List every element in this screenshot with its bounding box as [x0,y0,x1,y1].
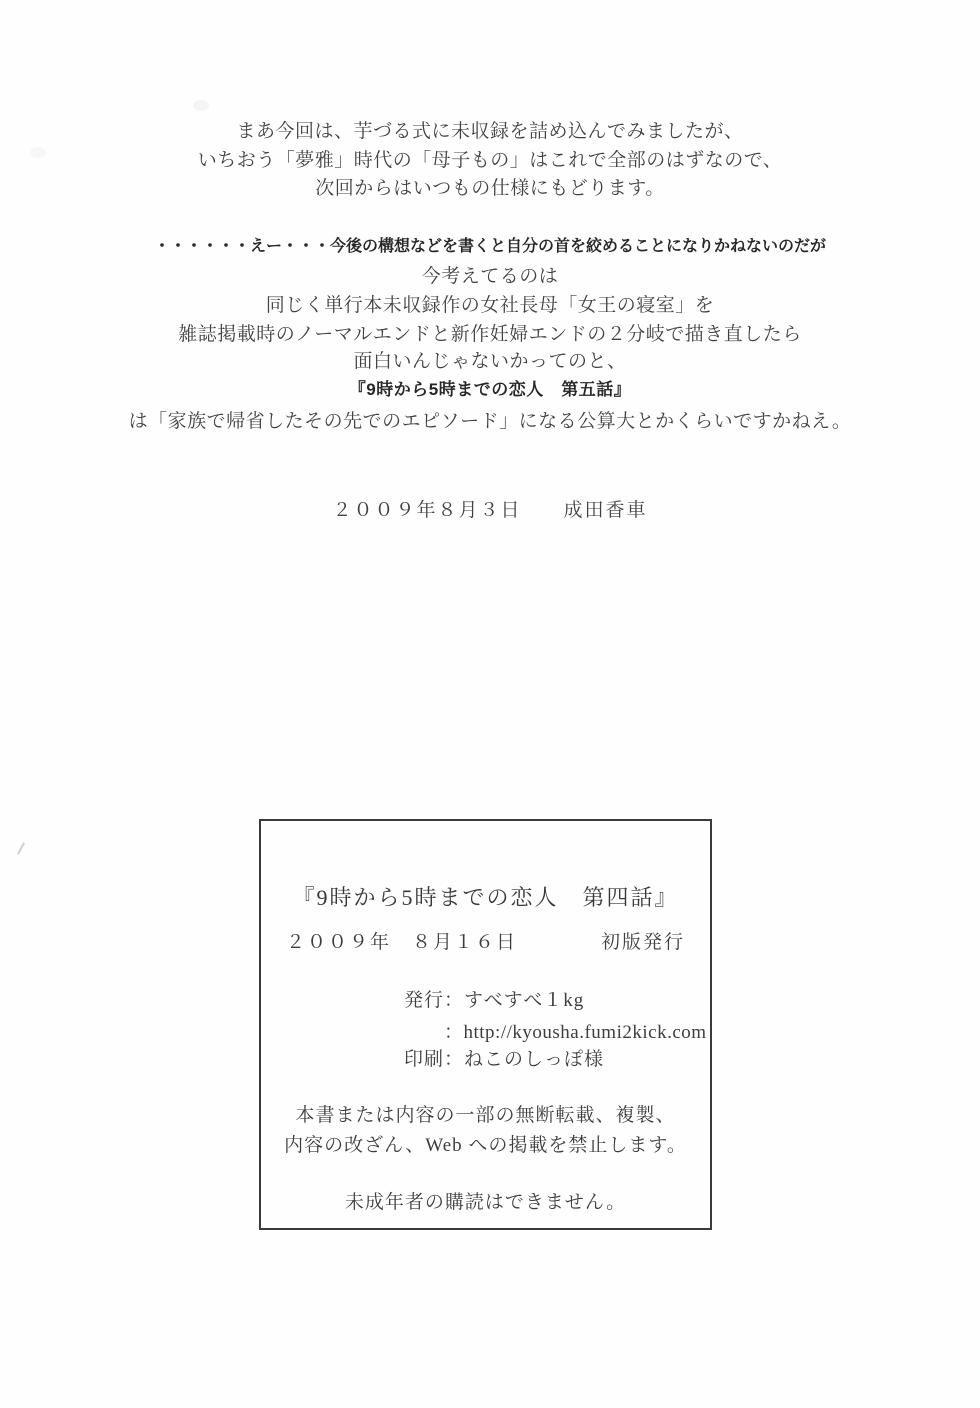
colophon-publisher-line: 発行：すべすべ１kg [404,990,585,1011]
afterword-paragraph1-line1: まあ今回は、芋づる式に未収録を詰め込んでみましたが、 [236,121,744,142]
afterword-paragraph2-line1: 今考えてるのは [421,266,559,287]
scan-slash-mark [17,842,25,854]
colophon-notice-line2: 内容の改ざん、Web への掲載を禁止します。 [284,1135,687,1156]
colophon-printer-line: 印刷：ねこのしっぽ様 [404,1049,605,1070]
scan-speck [193,100,209,111]
afterword-paragraph1-line3: 次回からはいつもの仕様にもどります。 [315,178,665,199]
colophon-edition-line: ２００９年 ８月１６日 初版発行 [285,932,685,953]
colophon-box [259,819,712,1230]
colophon-website-line: ：http://kyousha.fumi2kick.com [444,1022,707,1043]
colophon-notice-line1: 本書または内容の一部の無断転載、複製、 [295,1105,676,1126]
colophon-age-restriction: 未成年者の購読はできません。 [344,1192,627,1213]
afterword-paragraph2-line4: 面白いんじゃないかってのと、 [353,351,627,372]
afterword-date-signature: ２００９年８月３日 成田香車 [332,500,648,521]
afterword-paragraph2-line3: 雑誌掲載時のノーマルエンドと新作妊婦エンドの２分岐で描き直したら [178,324,802,345]
afterword-next-episode-title: 『9時から5時までの恋人 第五話』 [348,380,632,399]
afterword-plan-note: ・・・・・・えー・・・今後の構想などを書くと自分の首を絞めることになりかねないのだが [153,238,826,255]
colophon-title: 『9時から5時までの恋人 第四話』 [292,885,679,910]
afterword-closing-line: は「家族で帰省したその先でのエピソード」になる公算大とかくらいですかねえ。 [128,411,852,432]
afterword-paragraph2-line2: 同じく単行本未収録作の女社長母「女王の寝室」を [265,295,715,316]
afterword-paragraph1-line2: いちおう「夢雅」時代の「母子もの」はこれで全部のはずなので、 [197,150,783,171]
